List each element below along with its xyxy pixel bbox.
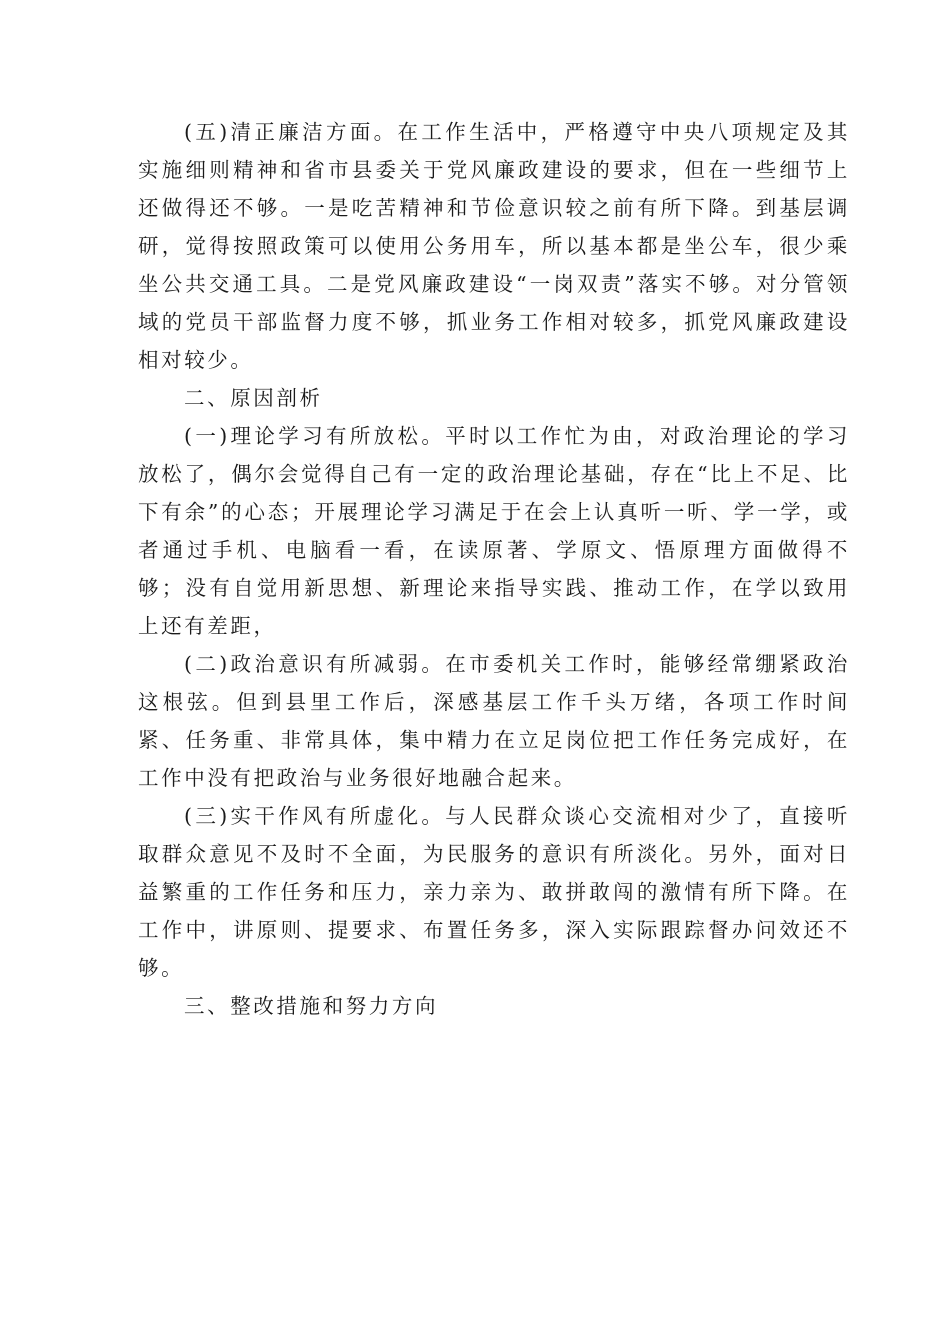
paragraph-theory-study: (一)理论学习有所放松。平时以工作忙为由，对政治理论的学习放松了，偶尔会觉得自己有一定的政治理论基础，存在“比上不足、比下有余”的心态；开展理论学习满足于在会上认真听一听、学一学，或者通过手机、电脑看一看，在读原著、学原文、悟原理方面做得不够；没有自觉用新思想、新理论来指导实践、推动工作，在学以致用上还有差距， (138, 424, 850, 638)
paragraph-work-style: (三)实干作风有所虚化。与人民群众谈心交流相对少了，直接听取群众意见不及时不全面，为民服务的意识有所淡化。另外，面对日益繁重的工作任务和压力，亲力亲为、敢拼敢闯的激情有所下降。在工作中，讲原则、提要求、布置任务多，深入实际跟踪督办问效还不够。 (138, 804, 850, 980)
paragraph-clean-governance: (五)清正廉洁方面。在工作生活中，严格遵守中央八项规定及其实施细则精神和省市县委关于党风廉政建设的要求，但在一些细节上还做得还不够。一是吃苦精神和节俭意识较之前有所下降。到基层调研，觉得按照政策可以使用公务用车，所以基本都是坐公车，很少乘坐公共交通工具。二是党风廉政建设“一岗双责”落实不够。对分管领域的党员干部监督力度不够，抓业务工作相对较多，抓党风廉政建设相对较少。 (138, 120, 850, 372)
section-heading-cause-analysis: 二、原因剖析 (184, 386, 323, 410)
document-body (138, 113, 850, 1025)
paragraph-political-awareness: (二)政治意识有所减弱。在市委机关工作时，能够经常绷紧政治这根弦。但到县里工作后，深感基层工作千头万绪，各项工作时间紧、任务重、非常具体，集中精力在立足岗位把工作任务完成好，在工作中没有把政治与业务很好地融合起来。 (138, 652, 850, 790)
section-heading-rectification-measures: 三、整改措施和努力方向 (184, 994, 439, 1018)
